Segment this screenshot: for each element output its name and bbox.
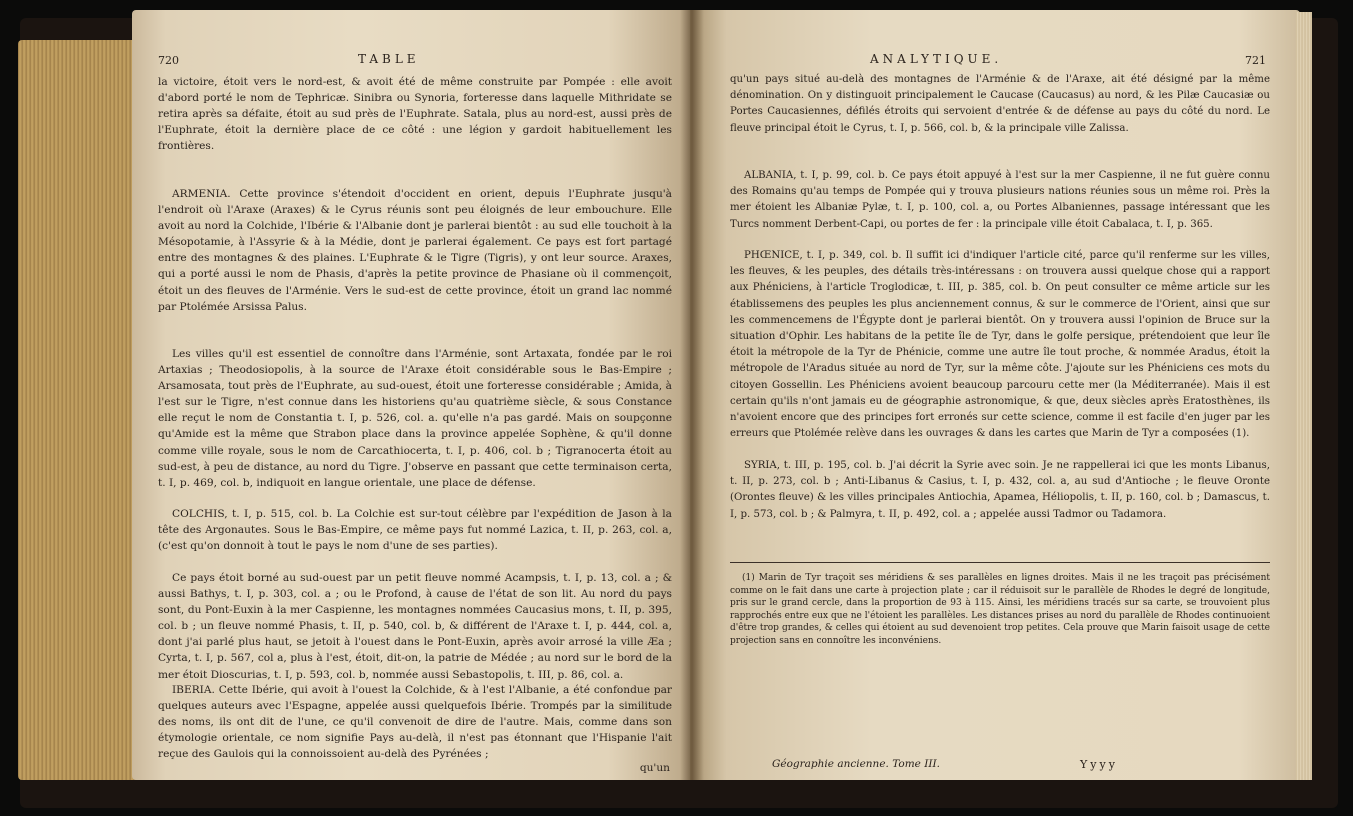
paragraph-iberia: IBERIA. Cette Ibérie, qui avoit à l'ouest la Colchide, & à l'est l'Albanie, a été confondue par quelques auteurs avec l'Espagne, appelée aussi quelquefois Ibérie. Trompés par la similitude des noms, ils ont dit de l'une, ce qu'il convenoit de dire de l'autre. Mais, comme dans son étymologie orientale, ce nom signifie Pays au-delà, il n'est pas étonnant que l'Hispanie l'ait reçue des Gaulois qui la connoissoient au-delà des Pyrénées ; bbox=[158, 684, 672, 761]
paragraph-armenia: ARMENIA. Cette province s'étendoit d'occident en orient, depuis l'Euphrate jusqu'à l'endroit où l'Araxe (Araxes) & le Cyrus réunis sont peu éloignés de leur embouchure. Elle avoit au nord la Colchide, l'Ibérie & l'Albanie dont je parlerai bientôt : au sud elle touchoit à la Mésopotamie, à l'Assyrie & à la Médie, dont je parlerai également. Ce pays est fort partagé entre des montagnes & des plaines. L'Euphrate & le Tigre (Tigris), y ont leur source. Araxes, qui a porté aussi le nom de Phasis, d'après la petite province de Phasiane où il commençoit, étoit un des fleuves de l'Arménie. Vers le sud-est de cette province, étoit un grand lac nommé par Ptolémée Arsissa Palus. bbox=[158, 188, 672, 313]
paragraph-phoenice: PHŒNICE, t. I, p. 349, col. b. Il suffit ici d'indiquer l'article cité, parce qu'il renferme sur les villes, les fleuves, & les peuples, des détails très-intéressans : on trouvera aussi quelque chose qui a rapport aux Phéniciens, à l'article Troglodicæ, t. III, p. 385, col. b. On peut consulter ce même article sur les établissemens des peuples les plus anciennement connus, & sur le commerce de l'Orient, ainsi que sur les commencemens de l'Égypte dont je parlerai bientôt. On y trouvera aussi l'opinion de Bruce sur la situation d'Ophir. Les habitans de la petite île de Tyr, dans le golfe persique, prétendoient que leur île étoit la métropole de la Tyr de Phénicie, comme une autre île tout proche, & nommée Aradus, étoit la métropole de l'Aradus située au nord de Tyr, sur la même côte. J'ajoute sur les Phéniciens ces mots du citoyen Gossellin. Les Phéniciens avoient beaucoup parcouru cette mer (la Méditerranée). Mais il est certain qu'ils n'ont jamais eu de géographie astronomique, & que, deux siècles après Eratosthènes, ils n'avoient encore que des principes fort erronés sur cette science, comme il est facile d'en juger par les erreurs que Ptolémée relève dans les ouvrages & dans les cartes que Marin de Tyr a composées (1). bbox=[730, 250, 1270, 440]
left-page bbox=[132, 10, 692, 780]
footnote-rule bbox=[730, 562, 1270, 563]
page-number: 721 bbox=[1245, 54, 1266, 67]
signature-mark: Yyyy bbox=[1080, 758, 1118, 771]
signature-title: Géographie ancienne. Tome III. bbox=[772, 758, 941, 770]
running-head: ANALYTIQUE. bbox=[870, 52, 1003, 66]
catchword: qu'un bbox=[639, 762, 670, 774]
paragraph: Ce pays étoit borné au sud-ouest par un petit fleuve nommé Acampsis, t. I, p. 13, col. a ; & aussi Bathys, t. I, p. 303, col. a ; ou le Profond, à cause de l'état de son lit. Au nord du pays sont, du Pont-Euxin à la mer Caspienne, les montagnes nommées Caucasius mons, t. II, p. 395, col. b ; un fleuve nommé Phasis, t. II, p. 540, col. b, & différent de l'Araxe t. I, p. 444, col. a, dont j'ai parlé plus haut, se jetoit à l'ouest dans le Pont-Euxin, après avoir arrosé la ville Æa ; Cyrta, t. I, p. 567, col a, plus à l'est, étoit, dit-on, la patrie de Médée ; au nord sur le bord de la mer étoit Dioscurias, t. I, p. 593, col. b, nommée aussi Sebastopolis, t. III, p. 86, col. a. bbox=[158, 572, 672, 681]
running-head: TABLE bbox=[358, 52, 420, 66]
paragraph: la victoire, étoit vers le nord-est, & avoit été de même construite par Pompée : elle avoit d'abord porté le nom de Tephricæ. Sinibra ou Synoria, forteresse dans laquelle Mithridate se retira après sa défaite, étoit au sud près de l'Euphrate. Satala, plus au nord-est, aussi près de l'Euphrate, étoit la dernière place de ce côté : une légion y gardoit habituellement les frontières. bbox=[158, 76, 672, 153]
footnote: (1) Marin de Tyr traçoit ses méridiens & ses parallèles en lignes droites. Mais il ne les traçoit pas précisément comme on le fait dans une carte à projection plate ; car il réduisoit sur le parallèle de Rhodes le degré de longitude, pris sur le grand cercle, dans la proportion de 93 à 115. Ainsi, les méridiens tracés sur sa carte, se trouvoient plus rapprochés entre eux que ne l'étoient les parallèles. Les distances prises au nord du parallèle de Rhodes continuoient d'être trop grandes, & celles qui étoient au sud devenoient trop petites. Cela prouve que Marin faisoit usage de cette projection sans en connoître les inconvéniens. bbox=[730, 573, 1270, 646]
paragraph-colchis: COLCHIS, t. I, p. 515, col. b. La Colchie est sur-tout célèbre par l'expédition de Jason à la tête des Argonautes. Sous le Bas-Empire, ce même pays fut nommé Lazica, t. II, p. 263, col. a, (c'est qu'on donnoit à tout le pays le nom d'une de ses parties). bbox=[158, 508, 672, 553]
page-edges-left bbox=[18, 40, 136, 780]
right-page bbox=[690, 10, 1300, 780]
paragraph-albania: ALBANIA, t. I, p. 99, col. b. Ce pays étoit appuyé à l'est sur la mer Caspienne, il ne fut guère connu des Romains qu'au temps de Pompée qui y trouva plusieurs nations réunies sous un même roi. Près la mer étoient les Albaniæ Pylæ, t. I, p. 100, col. a, ou Portes Albaniennes, passage intéressant que les Turcs nomment Derbent-Capi, ou portes de fer : la principale ville étoit Cabalaca, t. I, p. 365. bbox=[730, 170, 1270, 230]
book-gutter bbox=[680, 10, 704, 780]
page-edges-right bbox=[1296, 12, 1312, 780]
paragraph-syria: SYRIA, t. III, p. 195, col. b. J'ai décrit la Syrie avec soin. Je ne rappellerai ici que les monts Libanus, t. II, p. 273, col. b ; Anti-Libanus & Casius, t. I, p. 432, col. a, au sud d'Antioche ; le fleuve Oronte (Orontes fleuve) & les villes principales Antiochia, Apamea, Héliopolis, t. II, p. 160, col. b ; Damascus, t. I, p. 573, col. b ; & Palmyra, t. II, p. 492, col. a ; appelée aussi Tadmor ou Tadamora. bbox=[730, 460, 1270, 520]
paragraph: qu'un pays situé au-delà des montagnes de l'Arménie & de l'Araxe, ait été désigné par la même dénomination. On y distinguoit principalement le Caucase (Caucasus) au nord, & les Pilæ Caucasiæ ou Portes Caucasiennes, défilés étroits qui servoient d'entrée & de défense au pays du côté du nord. Le fleuve principal étoit le Cyrus, t. I, p. 566, col. b, & la principale ville Zalissa. bbox=[730, 74, 1270, 134]
page-number: 720 bbox=[158, 54, 179, 67]
paragraph: Les villes qu'il est essentiel de connoître dans l'Arménie, sont Artaxata, fondée par le roi Artaxias ; Theodosiopolis, à la source de l'Araxe étoit considérable sous le Bas-Empire ; Arsamosata, tout près de l'Euphrate, au sud-ouest, étoit une forteresse considérable ; Amida, à l'est sur le Tigre, n'est connue dans les historiens qu'au quatrième siècle, & sous Constance elle reçut le nom de Constantia t. I, p. 526, col. a. qu'elle n'a pas gardé. Mais on soupçonne qu'Amide est la même que Strabon place dans la province appelée Sophène, & qu'il donne comme ville royale, sous le nom de Carcathiocerta, t. I, p. 406, col. b ; Tigranocerta étoit au sud-est, à peu de distance, au nord du Tigre. J'observe en passant que cette terminaison certa, t. I, p. 469, col. b, indiquoit en langue orientale, une place de défense. bbox=[158, 348, 672, 489]
